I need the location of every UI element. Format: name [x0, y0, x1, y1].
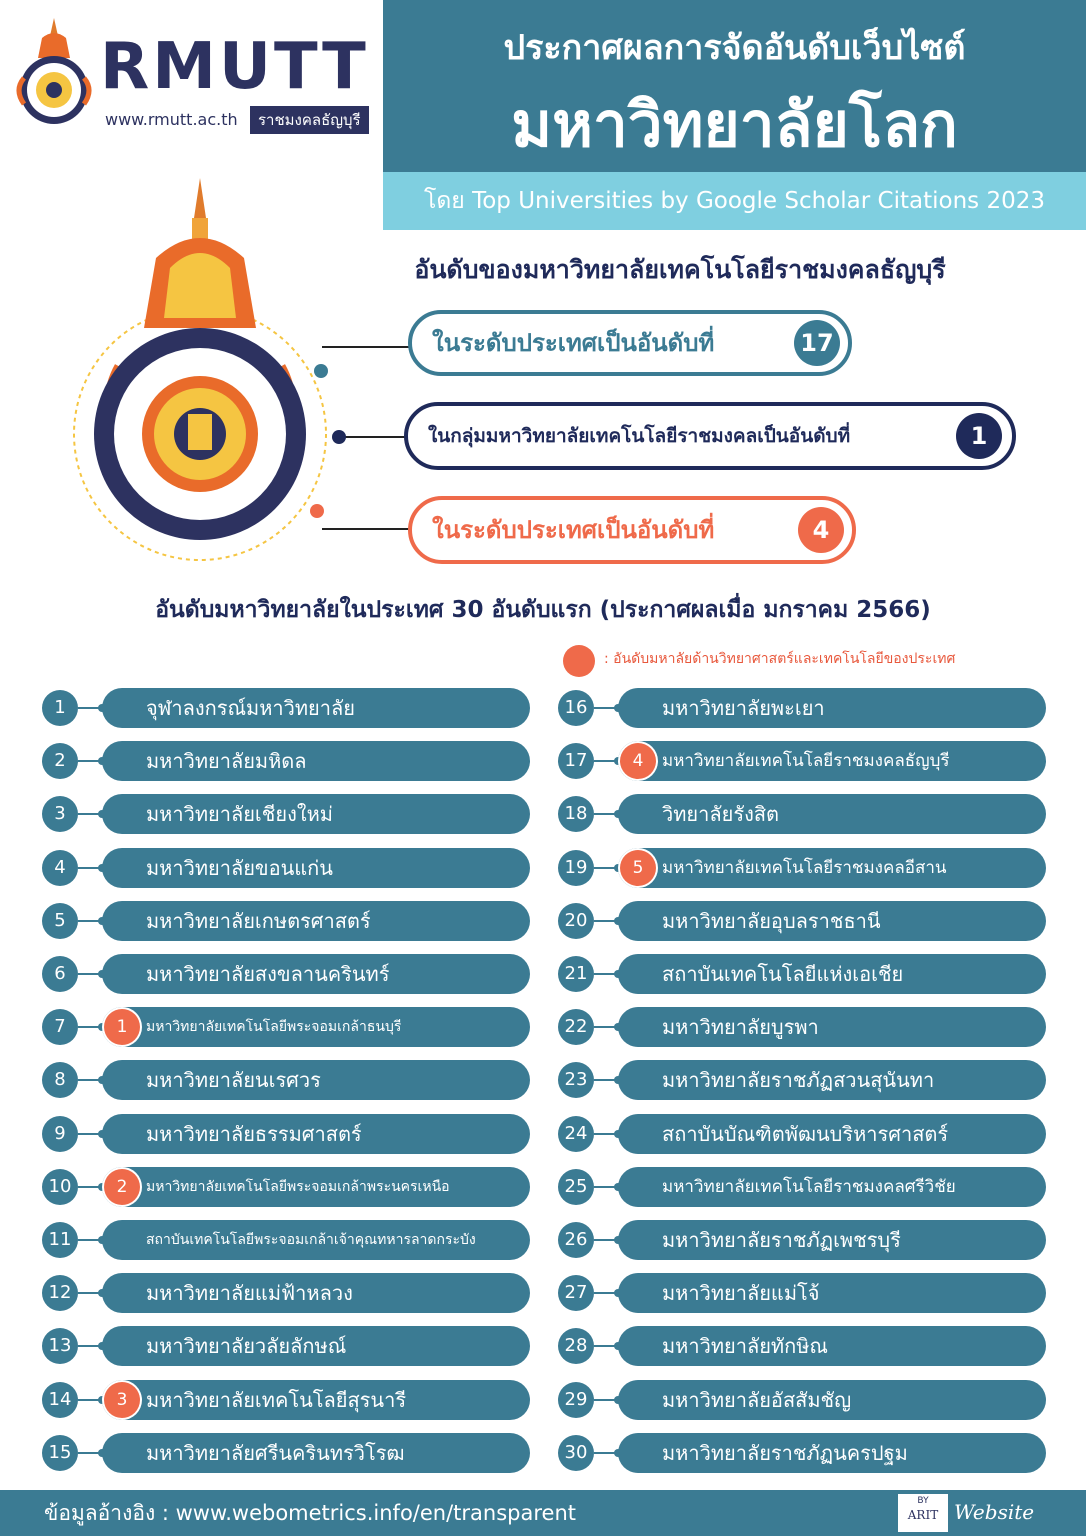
legend-swatch: [563, 645, 595, 677]
university-bar: [618, 1114, 1046, 1154]
ranking-row: [558, 1326, 1048, 1366]
ranking-row: [558, 1167, 1048, 1207]
university-name: มหาวิทยาลัยสงขลานครินทร์: [146, 962, 390, 986]
university-bar: [618, 1167, 1046, 1207]
university-name: มหาวิทยาลัยแม่ฟ้าหลวง: [146, 1281, 353, 1306]
university-bar: [618, 954, 1046, 994]
university-name: มหาวิทยาลัยเกษตรศาสตร์: [146, 908, 371, 933]
university-bar: [102, 1007, 530, 1047]
ranking-heading: อันดับของมหาวิทยาลัยเทคโนโลยีราชมงคลธัญบุรี: [414, 255, 946, 284]
ranking-row: [558, 1433, 1048, 1473]
university-bar: [102, 1220, 530, 1260]
ranking-value-rmut-group: 1: [956, 413, 1002, 459]
arit-website-logo: [898, 1494, 1038, 1532]
university-name: มหาวิทยาลัยพะเยา: [662, 696, 825, 720]
rank-number: 7: [42, 1009, 78, 1045]
university-bar: [102, 794, 530, 834]
university-name: มหาวิทยาลัยอัสสัมชัญ: [662, 1387, 852, 1412]
subtitle-banner: โดย Top Universities by Google Scholar Citations 2023: [383, 172, 1086, 230]
credit-word: Website: [954, 1500, 1035, 1524]
ranking-value-science-tech: 4: [798, 507, 844, 553]
university-name: มหาวิทยาลัยเทคโนโลยีพระจอมเกล้าธนบุรี: [146, 1019, 402, 1036]
university-bar: [618, 1220, 1046, 1260]
ranking-row: [558, 1273, 1048, 1313]
rank-number: 1: [42, 690, 78, 726]
ranking-row: [42, 1326, 532, 1366]
ranking-row: [42, 1007, 532, 1047]
connector-dot-2: [332, 430, 346, 444]
footer-source: ข้อมูลอ้างอิง : www.webometrics.info/en/transparent: [44, 1501, 577, 1525]
university-name: วิทยาลัยรังสิต: [662, 802, 780, 827]
ranking-row: [558, 1060, 1048, 1100]
tech-rank-badge: 4: [620, 743, 656, 779]
rmutt-emblem-large-icon: [60, 178, 340, 578]
ranking-row: [42, 688, 532, 728]
rank-number: 25: [558, 1169, 594, 1205]
rank-number: 10: [42, 1169, 78, 1205]
university-name: มหาวิทยาลัยอุบลราชธานี: [662, 908, 881, 933]
rank-number: 13: [42, 1328, 78, 1364]
ranking-row: [558, 1220, 1048, 1260]
university-bar: [102, 848, 530, 888]
university-bar: [618, 1007, 1046, 1047]
ranking-pill-rmut-group: [404, 402, 1016, 470]
tech-rank-badge: 3: [104, 1382, 140, 1418]
credit-org: ARIT: [907, 1508, 939, 1522]
connector-1: [322, 346, 412, 348]
tech-rank-badge: 1: [104, 1009, 140, 1045]
ranking-row: [42, 901, 532, 941]
legend-text: : อันดับมหาลัยด้านวิทยาศาสตร์และเทคโนโลยีของประเทศ: [604, 651, 956, 667]
university-name: มหาวิทยาลัยเชียงใหม่: [146, 802, 333, 827]
university-name: มหาวิทยาลัยแม่โจ้: [662, 1281, 820, 1306]
university-bar: [618, 1060, 1046, 1100]
brand-wordmark: RMUTT: [100, 30, 369, 104]
university-name: มหาวิทยาลัยศรีนครินทรวิโรฒ: [146, 1440, 405, 1465]
connector-3: [322, 528, 412, 530]
university-bar: [102, 954, 530, 994]
university-bar: [102, 1273, 530, 1313]
university-name: มหาวิทยาลัยนเรศวร: [146, 1068, 321, 1093]
ranking-row: [558, 954, 1048, 994]
rank-number: 23: [558, 1062, 594, 1098]
university-name: มหาวิทยาลัยวลัยลักษณ์: [146, 1334, 347, 1359]
rank-number: 26: [558, 1222, 594, 1258]
rank-number: 28: [558, 1328, 594, 1364]
university-name: มหาวิทยาลัยเทคโนโลยีราชมงคลอีสาน: [662, 857, 947, 878]
rank-number: 3: [42, 796, 78, 832]
university-bar: [618, 1433, 1046, 1473]
university-bar: [102, 1060, 530, 1100]
tech-rank-badge: 5: [620, 850, 656, 886]
university-name: มหาวิทยาลัยเทคโนโลยีสุรนารี: [146, 1387, 407, 1412]
ranking-row: [42, 1273, 532, 1313]
university-name: มหาวิทยาลัยเทคโนโลยีราชมงคลธัญบุรี: [662, 751, 950, 772]
university-bar: [102, 901, 530, 941]
title-banner: [383, 0, 1086, 172]
ranking-value-national: 17: [794, 320, 840, 366]
top30-heading: อันดับมหาวิทยาลัยในประเทศ 30 อันดับแรก (ประกาศผลเมื่อ มกราคม 2566): [155, 597, 931, 623]
rank-number: 8: [42, 1062, 78, 1098]
connector-dot-1: [314, 364, 328, 378]
university-bar: [102, 688, 530, 728]
rank-number: 17: [558, 743, 594, 779]
rank-number: 22: [558, 1009, 594, 1045]
rank-number: 6: [42, 956, 78, 992]
university-name: สถาบันบัณฑิตพัฒนบริหารศาสตร์: [662, 1121, 949, 1146]
rank-number: 21: [558, 956, 594, 992]
ranking-list-right: [558, 688, 1048, 1478]
rank-number: 27: [558, 1275, 594, 1311]
rank-number: 19: [558, 850, 594, 886]
ranking-list-left: [42, 688, 532, 1478]
rank-number: 11: [42, 1222, 78, 1258]
tech-rank-badge: 2: [104, 1169, 140, 1205]
university-bar: [618, 741, 1046, 781]
rank-number: 24: [558, 1116, 594, 1152]
ranking-row: [42, 794, 532, 834]
connector-2: [344, 436, 412, 438]
university-bar: [618, 848, 1046, 888]
ranking-label-science-tech: ในระดับประเทศเป็นอันดับที่: [432, 516, 715, 544]
credit-by: BY: [917, 1496, 929, 1506]
ranking-row: [42, 1167, 532, 1207]
university-name: สถาบันเทคโนโลยีแห่งเอเชีย: [662, 962, 904, 986]
title-line-2: มหาวิทยาลัยโลก: [511, 88, 958, 161]
ranking-pill-science-tech: [408, 496, 856, 564]
university-bar: [618, 1326, 1046, 1366]
ranking-row: [42, 741, 532, 781]
ranking-row: [558, 794, 1048, 834]
ranking-label-national: ในระดับประเทศเป็นอันดับที่: [432, 329, 715, 357]
ranking-row: [558, 1114, 1048, 1154]
rank-number: 4: [42, 850, 78, 886]
ranking-pill-national: [408, 310, 852, 376]
ranking-row: [558, 688, 1048, 728]
connector-dot-3: [310, 504, 324, 518]
university-bar: [102, 1167, 530, 1207]
rank-number: 18: [558, 796, 594, 832]
university-name: มหาวิทยาลัยขอนแก่น: [146, 855, 333, 880]
brand-url: www.rmutt.ac.th: [105, 110, 238, 129]
rmutt-emblem-small-icon: [14, 18, 94, 130]
ranking-row: [558, 901, 1048, 941]
rank-number: 16: [558, 690, 594, 726]
university-bar: [102, 1433, 530, 1473]
ranking-row: [42, 848, 532, 888]
rank-number: 9: [42, 1116, 78, 1152]
rank-number: 30: [558, 1435, 594, 1471]
rank-number: 15: [42, 1435, 78, 1471]
ranking-row: [42, 1114, 532, 1154]
university-name: มหาวิทยาลัยทักษิณ: [662, 1334, 828, 1359]
ranking-row: [42, 1220, 532, 1260]
ranking-row: [558, 1380, 1048, 1420]
university-name: จุฬาลงกรณ์มหาวิทยาลัย: [146, 696, 355, 720]
university-name: มหาวิทยาลัยเทคโนโลยีพระจอมเกล้าพระนครเหนือ: [146, 1178, 450, 1195]
ranking-row: [558, 1007, 1048, 1047]
rank-number: 20: [558, 903, 594, 939]
university-bar: [102, 1380, 530, 1420]
ranking-row: [42, 1433, 532, 1473]
university-name: สถาบันเทคโนโลยีพระจอมเกล้าเจ้าคุณทหารลาดกระบัง: [146, 1232, 476, 1248]
university-bar: [618, 1380, 1046, 1420]
rank-number: 29: [558, 1382, 594, 1418]
university-bar: [102, 1114, 530, 1154]
university-bar: [618, 688, 1046, 728]
university-name: มหาวิทยาลัยธรรมศาสตร์: [146, 1121, 362, 1146]
rank-number: 14: [42, 1382, 78, 1418]
brand-tag: ราชมงคลธัญบุรี: [250, 106, 369, 134]
footer-bar: [0, 1490, 1086, 1536]
ranking-row: [558, 741, 1048, 781]
title-line-1: ประกาศผลการจัดอันดับเว็บไซต์: [503, 28, 966, 68]
ranking-row: [42, 1380, 532, 1420]
university-bar: [618, 794, 1046, 834]
university-name: มหาวิทยาลัยเทคโนโลยีราชมงคลศรีวิชัย: [662, 1176, 956, 1197]
university-bar: [102, 1326, 530, 1366]
rank-number: 12: [42, 1275, 78, 1311]
university-name: มหาวิทยาลัยราชภัฏเพชรบุรี: [662, 1228, 901, 1252]
rank-number: 5: [42, 903, 78, 939]
university-bar: [102, 741, 530, 781]
ranking-row: [42, 1060, 532, 1100]
ranking-label-rmut-group: ในกลุ่มมหาวิทยาลัยเทคโนโลยีราชมงคลเป็นอันดับที่: [428, 425, 851, 447]
ranking-row: [558, 848, 1048, 888]
university-bar: [618, 901, 1046, 941]
university-name: มหาวิทยาลัยราชภัฏสวนสุนันทา: [662, 1068, 935, 1093]
university-name: มหาวิทยาลัยมหิดล: [146, 749, 307, 774]
ranking-row: [42, 954, 532, 994]
rank-number: 2: [42, 743, 78, 779]
university-name: มหาวิทยาลัยบูรพา: [662, 1015, 819, 1040]
university-name: มหาวิทยาลัยราชภัฏนครปฐม: [662, 1440, 908, 1465]
university-bar: [618, 1273, 1046, 1313]
